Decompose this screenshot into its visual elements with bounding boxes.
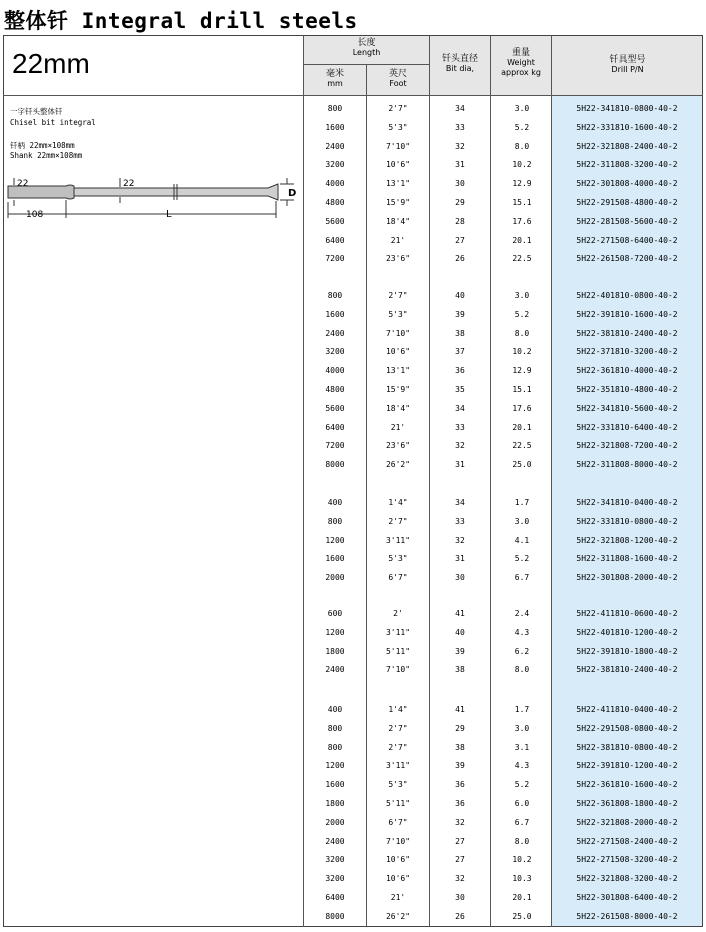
cell-wt: 22.5 [512, 441, 532, 451]
cell-pn: 5H22-341810-0400-40-2 [576, 498, 678, 507]
cell-pn: 5H22-311808-3200-40-2 [576, 160, 678, 170]
cell-pn: 5H22-331810-1600-40-2 [576, 122, 678, 132]
length-header-en: Length [352, 48, 381, 57]
cell-bit: 32 [455, 141, 465, 151]
table-row [304, 361, 703, 380]
cell-ft: 18'4" [385, 403, 411, 413]
cell-mm: 3200 [325, 874, 345, 884]
cell-wt: 25.0 [512, 911, 532, 921]
table-row [304, 813, 703, 832]
cell-bit: 27 [455, 235, 465, 245]
table-row [304, 623, 703, 642]
table-row [304, 568, 703, 587]
cell-bit: 39 [455, 761, 465, 771]
cell-mm: 1800 [325, 646, 345, 656]
cell-bit: 32 [455, 535, 465, 545]
cell-mm: 800 [327, 723, 343, 733]
cell-wt: 3.0 [514, 723, 530, 733]
cell-pn: 5H22-391810-1800-40-2 [576, 646, 678, 656]
cell-bit: 36 [455, 366, 465, 376]
cell-ft: 2'7" [388, 516, 408, 526]
foot-header-cn: 英尺 [388, 69, 407, 79]
cell-pn: 5H22-331810-0800-40-2 [576, 516, 678, 526]
cell-ft: 7'10" [385, 665, 411, 675]
cell-mm: 800 [327, 291, 343, 300]
cell-bit: 30 [455, 893, 465, 902]
cell-ft: 21' [390, 893, 406, 902]
bit-header-cn: 钎头直径 [441, 54, 478, 64]
cell-ft: 5'11" [385, 799, 411, 808]
divider [3, 95, 703, 96]
mm-header-cn: 毫米 [325, 69, 344, 79]
cell-mm: 1600 [325, 780, 345, 790]
cell-ft: 15'9" [385, 385, 411, 394]
cell-pn: 5H22-361808-1800-40-2 [576, 799, 678, 808]
cell-mm: 6400 [325, 422, 345, 432]
cell-ft: 2'7" [388, 723, 408, 733]
cell-ft: 26'2" [385, 460, 411, 470]
cell-pn: 5H22-311808-8000-40-2 [576, 460, 678, 470]
table-row [304, 399, 703, 418]
cell-mm: 5600 [325, 403, 345, 413]
bit-header [430, 54, 490, 74]
table-row [304, 642, 703, 661]
cell-wt: 15.1 [512, 198, 532, 207]
cell-ft: 7'10" [385, 328, 411, 338]
cell-pn: 5H22-321808-2400-40-2 [576, 141, 678, 151]
cell-pn: 5H22-331810-6400-40-2 [576, 422, 678, 432]
cell-bit: 26 [455, 911, 465, 921]
length-header-cn: 长度 [357, 38, 376, 48]
cell-wt: 5.2 [514, 309, 530, 319]
cell-ft: 26'2" [385, 911, 411, 921]
drill-steel-drawing [6, 170, 298, 222]
table-row [304, 832, 703, 851]
cell-wt: 15.1 [512, 385, 532, 394]
cell-mm: 1200 [325, 627, 345, 637]
cell-mm: 1600 [325, 309, 345, 319]
cell-bit: 29 [455, 723, 465, 733]
cell-pn: 5H22-391810-1200-40-2 [576, 761, 678, 771]
cell-pn: 5H22-321808-3200-40-2 [576, 874, 678, 884]
cell-wt: 3.0 [514, 516, 530, 526]
divider [304, 64, 429, 65]
cell-bit: 35 [455, 385, 465, 394]
cell-bit: 39 [455, 309, 465, 319]
cell-mm: 800 [327, 104, 343, 113]
cell-pn: 5H22-411810-0600-40-2 [576, 609, 678, 618]
cell-wt: 10.2 [512, 855, 532, 865]
foot-header-en: Foot [389, 79, 407, 88]
cell-bit: 33 [455, 422, 465, 432]
table-row [304, 155, 703, 174]
cell-ft: 2' [393, 609, 403, 618]
cell-ft: 7'10" [385, 141, 411, 151]
cell-pn: 5H22-281508-5600-40-2 [576, 216, 678, 226]
cell-mm: 2400 [325, 141, 345, 151]
cell-pn: 5H22-411810-0400-40-2 [576, 705, 678, 714]
cell-ft: 5'11" [385, 646, 411, 656]
cell-mm: 1800 [325, 799, 345, 808]
cell-bit: 37 [455, 347, 465, 357]
cell-ft: 2'7" [388, 104, 408, 113]
dim-rod-dia-label: 22 [123, 179, 135, 189]
table-row [304, 193, 703, 212]
cell-ft: 23'6" [385, 441, 411, 451]
cell-bit: 40 [455, 627, 465, 637]
cell-bit: 28 [455, 216, 465, 226]
cell-bit: 27 [455, 855, 465, 865]
cell-bit: 31 [455, 554, 465, 564]
cell-pn: 5H22-321808-1200-40-2 [576, 535, 678, 545]
cell-ft: 6'7" [388, 573, 408, 583]
cell-wt: 5.2 [514, 554, 530, 564]
cell-bit: 40 [455, 291, 465, 300]
table-row [304, 305, 703, 324]
cell-ft: 5'3" [388, 122, 408, 132]
cell-ft: 5'3" [388, 309, 408, 319]
cell-bit: 34 [455, 104, 465, 113]
cell-pn: 5H22-301808-4000-40-2 [576, 179, 678, 189]
size-label: 22mm [12, 48, 90, 79]
cell-pn: 5H22-371810-3200-40-2 [576, 347, 678, 357]
cell-bit: 32 [455, 874, 465, 884]
cell-pn: 5H22-271508-2400-40-2 [576, 836, 678, 846]
cell-bit: 38 [455, 328, 465, 338]
table-row [304, 549, 703, 568]
cell-wt: 6.7 [514, 573, 530, 583]
table-row [304, 850, 703, 869]
cell-wt: 8.0 [514, 141, 530, 151]
cell-ft: 1'4" [388, 498, 408, 507]
cell-pn: 5H22-381810-2400-40-2 [576, 665, 678, 675]
cell-wt: 6.0 [514, 799, 530, 808]
cell-pn: 5H22-401810-0800-40-2 [576, 291, 678, 300]
cell-pn: 5H22-271508-6400-40-2 [576, 235, 678, 245]
cell-pn: 5H22-271508-3200-40-2 [576, 855, 678, 865]
cell-wt: 8.0 [514, 665, 530, 675]
cell-pn: 5H22-261508-7200-40-2 [576, 254, 678, 264]
cell-ft: 2'7" [388, 291, 408, 300]
cell-pn: 5H22-321808-2000-40-2 [576, 817, 678, 827]
cell-bit: 36 [455, 780, 465, 790]
cell-mm: 3200 [325, 855, 345, 865]
cell-mm: 2000 [325, 817, 345, 827]
table-row [304, 888, 703, 907]
cell-ft: 6'7" [388, 817, 408, 827]
cell-ft: 21' [390, 422, 406, 432]
table-row [304, 738, 703, 757]
cell-bit: 41 [455, 705, 465, 714]
cell-mm: 8000 [325, 911, 345, 921]
cell-bit: 36 [455, 799, 465, 808]
table-row [304, 512, 703, 531]
cell-wt: 12.9 [512, 366, 532, 376]
cell-ft: 10'6" [385, 160, 411, 170]
table-row [304, 493, 703, 512]
cell-ft: 5'3" [388, 780, 408, 790]
table-row [304, 231, 703, 250]
cell-mm: 800 [327, 516, 343, 526]
cell-bit: 33 [455, 516, 465, 526]
weight-header-en2: approx kg [501, 68, 541, 77]
cell-wt: 20.1 [512, 422, 532, 432]
cell-ft: 15'9" [385, 198, 411, 207]
table-row [304, 775, 703, 794]
cell-mm: 400 [327, 705, 343, 714]
cell-mm: 3200 [325, 160, 345, 170]
table-row [304, 700, 703, 719]
pn-header-en: Drill P/N [611, 65, 644, 74]
table-row [304, 324, 703, 343]
cell-ft: 21' [390, 235, 406, 245]
cell-wt: 2.4 [514, 609, 530, 618]
dim-total-length-label: L [166, 209, 172, 220]
cell-ft: 10'6" [385, 855, 411, 865]
cell-wt: 17.6 [512, 216, 532, 226]
cell-mm: 6400 [325, 235, 345, 245]
cell-ft: 23'6" [385, 254, 411, 264]
table-row [304, 249, 703, 268]
cell-pn: 5H22-361810-4000-40-2 [576, 366, 678, 376]
cell-bit: 30 [455, 573, 465, 583]
cell-pn: 5H22-301808-6400-40-2 [576, 893, 678, 902]
cell-wt: 10.2 [512, 347, 532, 357]
table-row [304, 869, 703, 888]
cell-mm: 2000 [325, 573, 345, 583]
cell-mm: 6400 [325, 893, 345, 902]
cell-mm: 4000 [325, 366, 345, 376]
cell-pn: 5H22-301808-2000-40-2 [576, 573, 678, 583]
cell-ft: 3'11" [385, 761, 411, 771]
table-row [304, 455, 703, 474]
cell-wt: 1.7 [514, 498, 530, 507]
table-row [304, 342, 703, 361]
cell-ft: 1'4" [388, 705, 408, 714]
desc-line-cn: 一字钎头整体钎 [10, 107, 63, 116]
cell-mm: 2400 [325, 836, 345, 846]
cell-wt: 10.3 [512, 874, 532, 884]
mm-header-en: mm [327, 79, 343, 88]
cell-mm: 1200 [325, 535, 345, 545]
cell-wt: 5.2 [514, 122, 530, 132]
cell-bit: 41 [455, 609, 465, 618]
cell-mm: 2400 [325, 665, 345, 675]
foot-header [367, 69, 429, 89]
cell-bit: 38 [455, 742, 465, 752]
cell-wt: 25.0 [512, 460, 532, 470]
table-row [304, 118, 703, 137]
cell-mm: 7200 [325, 254, 345, 264]
cell-mm: 1600 [325, 554, 345, 564]
cell-wt: 12.9 [512, 179, 532, 189]
cell-pn: 5H22-341810-5600-40-2 [576, 403, 678, 413]
desc-line-en: Chisel bit integral [10, 118, 96, 127]
shank-line-en: Shank 22mm×108mm [10, 151, 83, 160]
cell-bit: 27 [455, 836, 465, 846]
cell-ft: 10'6" [385, 874, 411, 884]
cell-wt: 22.5 [512, 254, 532, 264]
cell-pn: 5H22-361810-1600-40-2 [576, 780, 678, 790]
cell-wt: 3.0 [514, 291, 530, 300]
cell-mm: 600 [327, 609, 343, 618]
cell-bit: 38 [455, 665, 465, 675]
cell-wt: 3.1 [514, 742, 530, 752]
length-header [304, 38, 429, 58]
cell-pn: 5H22-381810-2400-40-2 [576, 328, 678, 338]
table-row [304, 719, 703, 738]
table-row [304, 756, 703, 775]
cell-pn: 5H22-261508-8000-40-2 [576, 911, 678, 921]
cell-mm: 7200 [325, 441, 345, 451]
pn-header-cn: 钎具型号 [609, 55, 646, 65]
cell-bit: 30 [455, 179, 465, 189]
cell-pn: 5H22-321808-7200-40-2 [576, 441, 678, 451]
cell-mm: 3200 [325, 347, 345, 357]
cell-ft: 3'11" [385, 535, 411, 545]
cell-pn: 5H22-291508-4800-40-2 [576, 198, 678, 207]
cell-wt: 1.7 [514, 705, 530, 714]
table-row [304, 212, 703, 231]
cell-pn: 5H22-381810-0800-40-2 [576, 742, 678, 752]
cell-wt: 8.0 [514, 836, 530, 846]
cell-wt: 6.2 [514, 646, 530, 656]
cell-ft: 10'6" [385, 347, 411, 357]
cell-bit: 32 [455, 441, 465, 451]
table-row [304, 99, 703, 118]
cell-bit: 39 [455, 646, 465, 656]
cell-bit: 33 [455, 122, 465, 132]
cell-wt: 4.3 [514, 761, 530, 771]
table-row [304, 907, 703, 926]
cell-mm: 1200 [325, 761, 345, 771]
cell-mm: 2400 [325, 328, 345, 338]
cell-mm: 4000 [325, 179, 345, 189]
weight-header-cn: 重量 [511, 48, 530, 58]
cell-mm: 1600 [325, 122, 345, 132]
cell-bit: 32 [455, 817, 465, 827]
dim-shank-dia-label: 22 [17, 179, 29, 189]
table-row [304, 380, 703, 399]
cell-bit: 34 [455, 498, 465, 507]
cell-pn: 5H22-401810-1200-40-2 [576, 627, 678, 637]
cell-pn: 5H22-391810-1600-40-2 [576, 309, 678, 319]
page-title: 整体钎 Integral drill steels [4, 9, 358, 33]
cell-ft: 13'1" [385, 366, 411, 376]
cell-bit: 34 [455, 403, 465, 413]
cell-mm: 400 [327, 498, 343, 507]
cell-mm: 4800 [325, 198, 345, 207]
cell-wt: 10.2 [512, 160, 532, 170]
cell-wt: 20.1 [512, 235, 532, 245]
cell-ft: 18'4" [385, 216, 411, 226]
table-row [304, 137, 703, 156]
cell-ft: 7'10" [385, 836, 411, 846]
table-row [304, 436, 703, 455]
cell-wt: 3.0 [514, 104, 530, 113]
table-row [304, 286, 703, 305]
cell-ft: 3'11" [385, 627, 411, 637]
table-row [304, 794, 703, 813]
cell-bit: 31 [455, 160, 465, 170]
cell-mm: 800 [327, 742, 343, 752]
cell-bit: 31 [455, 460, 465, 470]
table-row [304, 418, 703, 437]
cell-wt: 8.0 [514, 328, 530, 338]
cell-pn: 5H22-291508-0800-40-2 [576, 723, 678, 733]
cell-wt: 6.7 [514, 817, 530, 827]
bit-header-en: Bit dia, [445, 64, 475, 73]
cell-pn: 5H22-311808-1600-40-2 [576, 554, 678, 564]
dim-bit-dia-label: D [288, 188, 297, 199]
cell-pn: 5H22-351810-4800-40-2 [576, 385, 678, 394]
pn-header [552, 55, 703, 75]
weight-header [491, 48, 551, 78]
cell-wt: 4.1 [514, 535, 530, 545]
cell-mm: 8000 [325, 460, 345, 470]
table-row [304, 604, 703, 623]
table-row [304, 531, 703, 550]
cell-ft: 5'3" [388, 554, 408, 564]
cell-wt: 4.3 [514, 627, 530, 637]
cell-wt: 20.1 [512, 893, 532, 902]
table-row [304, 174, 703, 193]
weight-header-en: Weight [507, 58, 535, 67]
shank-line-cn: 钎柄 22mm×108mm [10, 141, 75, 150]
cell-bit: 26 [455, 254, 465, 264]
mm-header [304, 69, 366, 89]
cell-wt: 5.2 [514, 780, 530, 790]
cell-mm: 4800 [325, 385, 345, 394]
cell-wt: 17.6 [512, 403, 532, 413]
table-row [304, 660, 703, 679]
dim-shank-length-label: 108 [26, 210, 44, 220]
cell-pn: 5H22-341810-0800-40-2 [576, 104, 678, 113]
cell-bit: 29 [455, 198, 465, 207]
cell-ft: 13'1" [385, 179, 411, 189]
cell-mm: 5600 [325, 216, 345, 226]
cell-ft: 2'7" [388, 742, 408, 752]
